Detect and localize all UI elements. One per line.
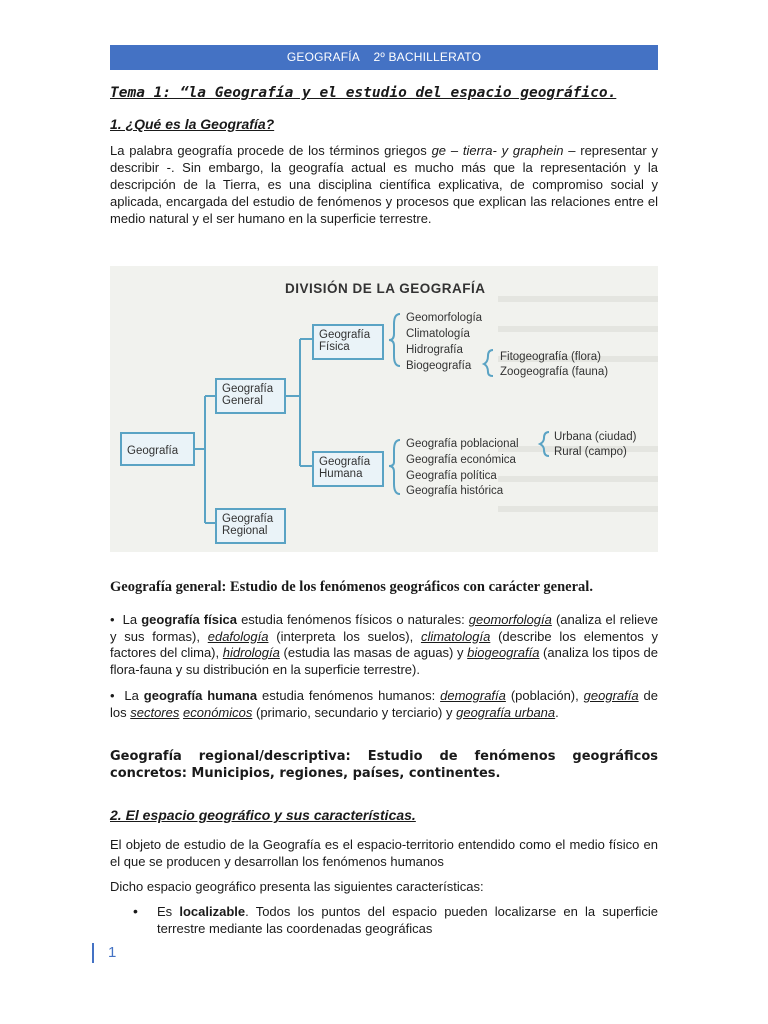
diagram-title: DIVISIÓN DE LA GEOGRAFÍA	[285, 281, 486, 296]
bullet-geografia-fisica: • La geografía física estudia fenómenos físicos o naturales: geomorfología (analiza el relieve y sus formas), edafología (interpreta los suelos), climatología (describe los elementos y factores del clima), hidrología (estudia las masas de aguas) y biogeografía (analiza los tipos de flora-fauna y su distribución en la superficie terrestre).	[110, 612, 658, 677]
section-2-paragraph-1: El objeto de estudio de la Geografía es el espacio-territorio entendido como el medio físico en el que se producen y desarrollan los fenómenos humanos	[110, 837, 658, 869]
bullet-dot: •	[133, 903, 138, 919]
node-geografia-humana: Geografía Humana	[312, 451, 384, 487]
leaf-fisica-0: Geomorfología	[406, 312, 483, 324]
page-number: 1	[92, 943, 116, 963]
leaf-humana-0: Geografía poblacional	[406, 438, 519, 450]
leaf-fisica-3: Biogeografía	[406, 360, 472, 372]
section-2-heading: 2. El espacio geográfico y sus características.	[110, 807, 416, 823]
geography-division-diagram	[110, 266, 658, 552]
node-geografia-fisica: Geografía Física	[312, 324, 384, 360]
leaf-bio-1: Zoogeografía (fauna)	[500, 366, 609, 378]
section-1-paragraph: La palabra geografía procede de los términos griegos ge – tierra- y graphein – representar y describir -. Sin embargo, la geografía actual es mucho más que la representación y la descripción de la Tierra, es una disciplina científica explicativa, de compromiso social y aplicada, encargada del estudio de fenómenos y procesos que explican las relaciones entre el medio natural y el ser humano en la superficie terrestre.	[110, 143, 659, 226]
section-2-paragraph-2: Dicho espacio geográfico presenta las siguientes características:	[110, 879, 484, 894]
leaf-fisica-2: Hidrografía	[406, 344, 463, 356]
node-geografia-general: Geografía General	[215, 378, 286, 414]
bullet-dot: •	[110, 688, 125, 703]
leaf-humana-3: Geografía histórica	[406, 485, 504, 497]
leaf-fisica-1: Climatología	[406, 328, 470, 340]
document-title: Tema 1: “la Geografía y el estudio del espacio geográfico.	[110, 85, 617, 101]
leaf-humana-1: Geografía económica	[406, 454, 516, 466]
bullet-geografia-humana: • La geografía humana estudia fenómenos humanos: demografía (población), geografía de los sectores económicos (primario, secundario y terciario) y geografía urbana.	[110, 688, 658, 720]
diagram-connectors	[110, 266, 658, 552]
geografia-general-heading: Geografía general: Estudio de los fenómenos geográficos con carácter general.	[110, 579, 593, 595]
leaf-pob-1: Rural (campo)	[554, 446, 627, 458]
leaf-humana-2: Geografía política	[406, 470, 497, 482]
node-geografia: Geografía	[120, 432, 195, 466]
leaf-bio-0: Fitogeografía (flora)	[500, 351, 601, 363]
running-header: GEOGRAFÍA 2º BACHILLERATO	[110, 45, 658, 70]
characteristic-localizable: Es localizable. Todos los puntos del espacio pueden localizarse en la superficie terrestre mediante las coordenadas geográficas	[157, 904, 658, 936]
geografia-regional-heading: Geografía regional/descriptiva: Estudio de fenómenos geográficos concretos: Municipios, regiones, países, continentes.	[110, 749, 658, 781]
section-1-heading: 1. ¿Qué es la Geografía?	[110, 116, 275, 132]
bullet-dot: •	[110, 612, 123, 627]
node-geografia-regional: Geografía Regional	[215, 508, 286, 544]
leaf-pob-0: Urbana (ciudad)	[554, 431, 637, 443]
